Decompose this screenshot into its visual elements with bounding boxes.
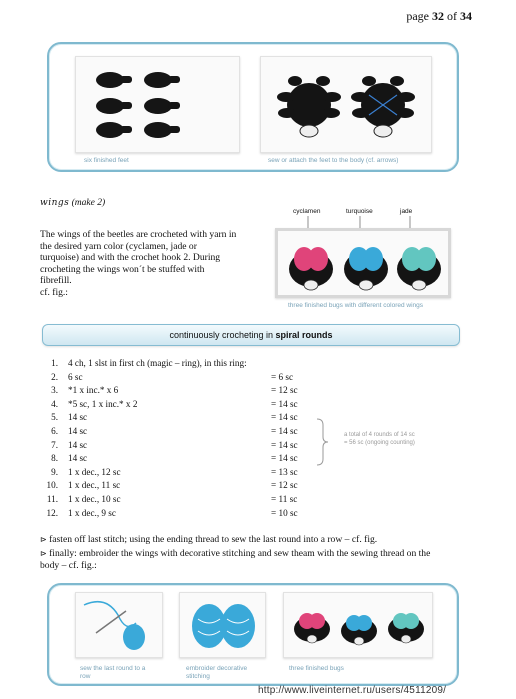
caption-attach-feet: sew or attach the feet to the body (cf. arrows) <box>268 157 399 164</box>
feet-image <box>76 57 241 154</box>
rounds-brace <box>316 417 330 467</box>
photo-three-colored-bugs <box>275 228 451 298</box>
section-title-wings: wings (make 2) <box>40 198 106 208</box>
colored-bugs-image <box>278 231 448 295</box>
round-row: 11. 1 x dec., 10 sc = 11 sc <box>46 494 298 504</box>
round-row: 4. *5 sc, 1 x inc.* x 2 = 14 sc <box>51 398 298 409</box>
body-with-feet-image <box>261 57 433 154</box>
round-row: 2. 6 sc = 6 sc <box>51 371 294 382</box>
instruction-finally: ⊳ finally: embroider the wings with decorative stitching and sew theam with the sewing thread on the body – cf. fig.: <box>40 548 431 571</box>
embroidered-wings-image <box>180 593 267 659</box>
rounds-note: a total of 4 rounds of 14 sc = 56 sc (ongoing counting) <box>344 432 415 446</box>
photo-three-bugs <box>283 592 433 658</box>
caption-three-bugs: three finished bugs <box>289 665 344 672</box>
photo-sew-row <box>75 592 163 658</box>
round-row: 9. 1 x dec., 12 sc = 13 sc <box>51 466 298 477</box>
sew-row-image <box>76 593 164 659</box>
label-cyclamen: cyclamen <box>293 208 321 215</box>
three-bugs-image <box>284 593 434 659</box>
round-row: 12. 1 x dec., 9 sc = 10 sc <box>46 507 298 518</box>
round-row: 3. *1 x inc.* x 6 = 12 sc <box>51 385 298 396</box>
round-row: 7. 14 sc = 14 sc <box>51 439 298 450</box>
round-row: 1. 4 ch, 1 slst in first ch (magic – ring), in this ring: <box>51 358 247 368</box>
page-number: page 32 of 34 <box>406 9 472 23</box>
instruction-fasten-off: ⊳ fasten off last stitch; using the ending thread to sew the last round into a row – cf. fig. <box>40 534 378 545</box>
photo-finished-feet <box>75 56 240 153</box>
photo-attach-feet <box>260 56 432 153</box>
round-row: 10. 1 x dec., 11 sc = 12 sc <box>46 480 298 491</box>
label-jade: jade <box>400 208 413 215</box>
photo-embroider <box>179 592 266 658</box>
round-row: 5. 14 sc = 14 sc <box>51 412 298 423</box>
label-turquoise: turquoise <box>346 208 373 215</box>
caption-three-colored-bugs: three finished bugs with different colored wings <box>288 302 424 309</box>
round-row: 8. 14 sc = 14 sc <box>51 453 298 464</box>
round-row: 6. 14 sc = 14 sc <box>51 426 298 436</box>
spiral-rounds-banner: continuously crocheting in spiral rounds <box>42 324 460 346</box>
wings-paragraph: The wings of the beetles are crocheted with yarn in the desired yarn color (cyclamen, jade or turquoise) and with the crochet hook 2. During crocheting the wings won´t be stuffed with fibrefill. cf. fig.: <box>40 229 237 298</box>
rounds-list <box>40 357 340 527</box>
footer-url[interactable]: http://www.liveinternet.ru/users/4511209/ <box>258 685 447 696</box>
caption-six-finished-feet: six finished feet <box>84 157 129 164</box>
caption-embroider: embroider decorative stitching <box>186 665 248 680</box>
caption-sew-row: sew the last round to a row <box>80 665 146 680</box>
